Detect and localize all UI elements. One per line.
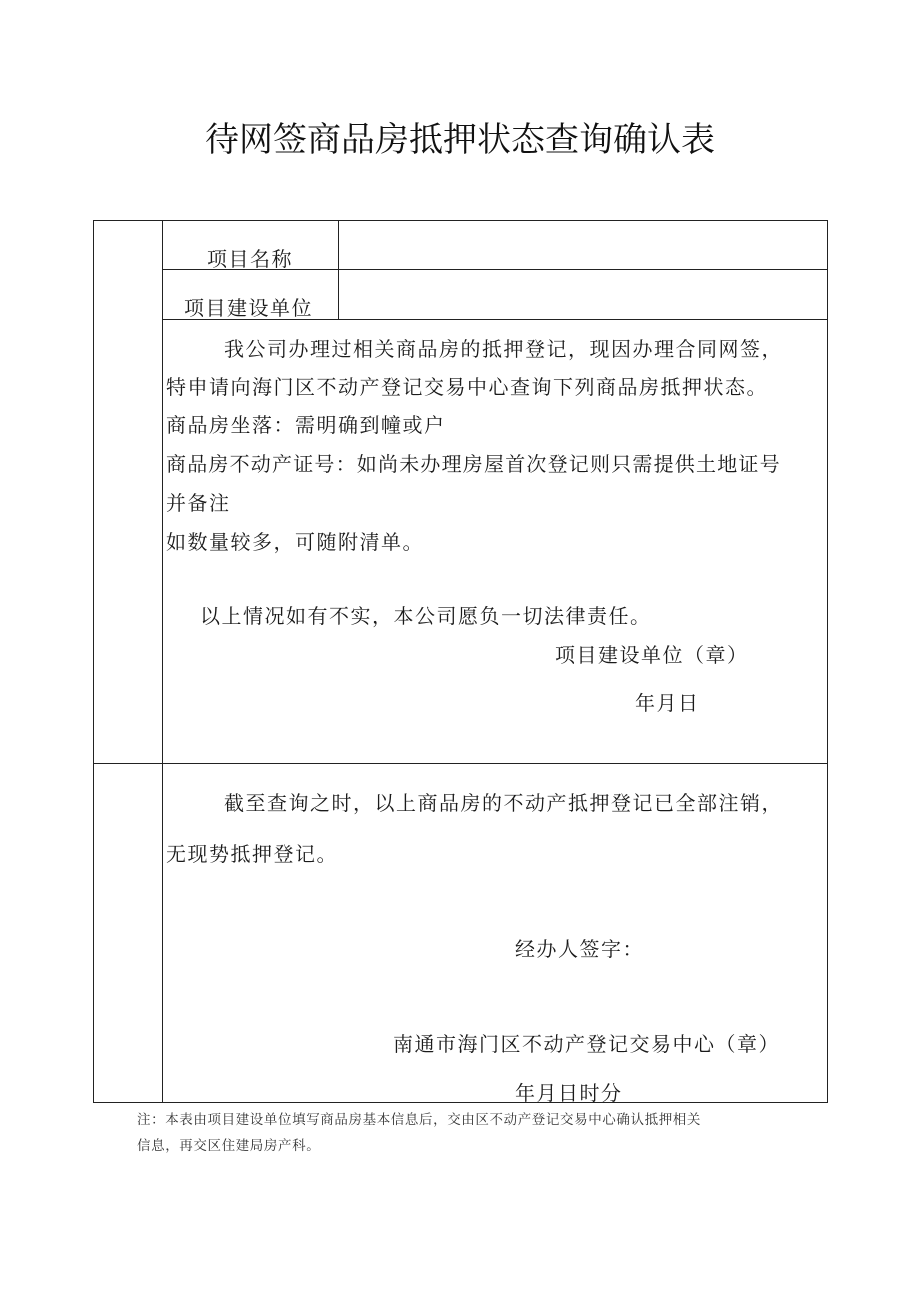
table-border-left <box>93 220 94 1103</box>
table-column-divider <box>162 220 163 1103</box>
table-border-bottom <box>93 1102 828 1103</box>
pledge-statement: 以上情况如有不实，本公司愿负一切法律责任。 <box>200 604 652 628</box>
confirmation-datetime: 年月日时分 <box>515 1081 623 1105</box>
certificate-instruction-2: 并备注 <box>166 491 231 515</box>
developer-value[interactable] <box>348 292 818 316</box>
confirmation-line-2: 无现势抵押登记。 <box>166 842 338 866</box>
developer-seal: 项目建设单位（章） <box>555 643 749 667</box>
table-border-top <box>93 220 828 221</box>
footnote-line-1: 注：本表由项目建设单位填写商品房基本信息后，交由区不动产登记交易中心确认抵押相关 <box>137 1112 701 1128</box>
page-title: 待网签商品房抵押状态查询确认表 <box>205 120 715 160</box>
footnote-line-2: 信息，再交区住建局房产科。 <box>137 1138 321 1154</box>
application-line-2: 特申请向海门区不动产登记交易中心查询下列商品房抵押状态。 <box>166 375 768 399</box>
application-date: 年月日 <box>635 691 700 715</box>
confirmation-line-1: 截至查询之时，以上商品房的不动产抵押登记已全部注销， <box>224 791 783 815</box>
project-name-value[interactable] <box>348 243 818 267</box>
application-line-1: 我公司办理过相关商品房的抵押登记，现因办理合同网签， <box>224 337 783 361</box>
attachment-note: 如数量较多，可随附清单。 <box>166 530 424 554</box>
section-divider <box>93 763 828 764</box>
location-instruction: 商品房坐落：需明确到幢或户 <box>166 413 446 437</box>
handler-signature: 经办人签字： <box>515 937 644 961</box>
center-seal: 南通市海门区不动产登记交易中心（章） <box>393 1032 780 1056</box>
developer-label: 项目建设单位 <box>184 296 313 320</box>
project-name-label: 项目名称 <box>207 247 293 271</box>
table-border-right <box>827 220 828 1103</box>
certificate-instruction-1: 商品房不动产证号：如尚未办理房屋首次登记则只需提供土地证号 <box>166 452 781 476</box>
